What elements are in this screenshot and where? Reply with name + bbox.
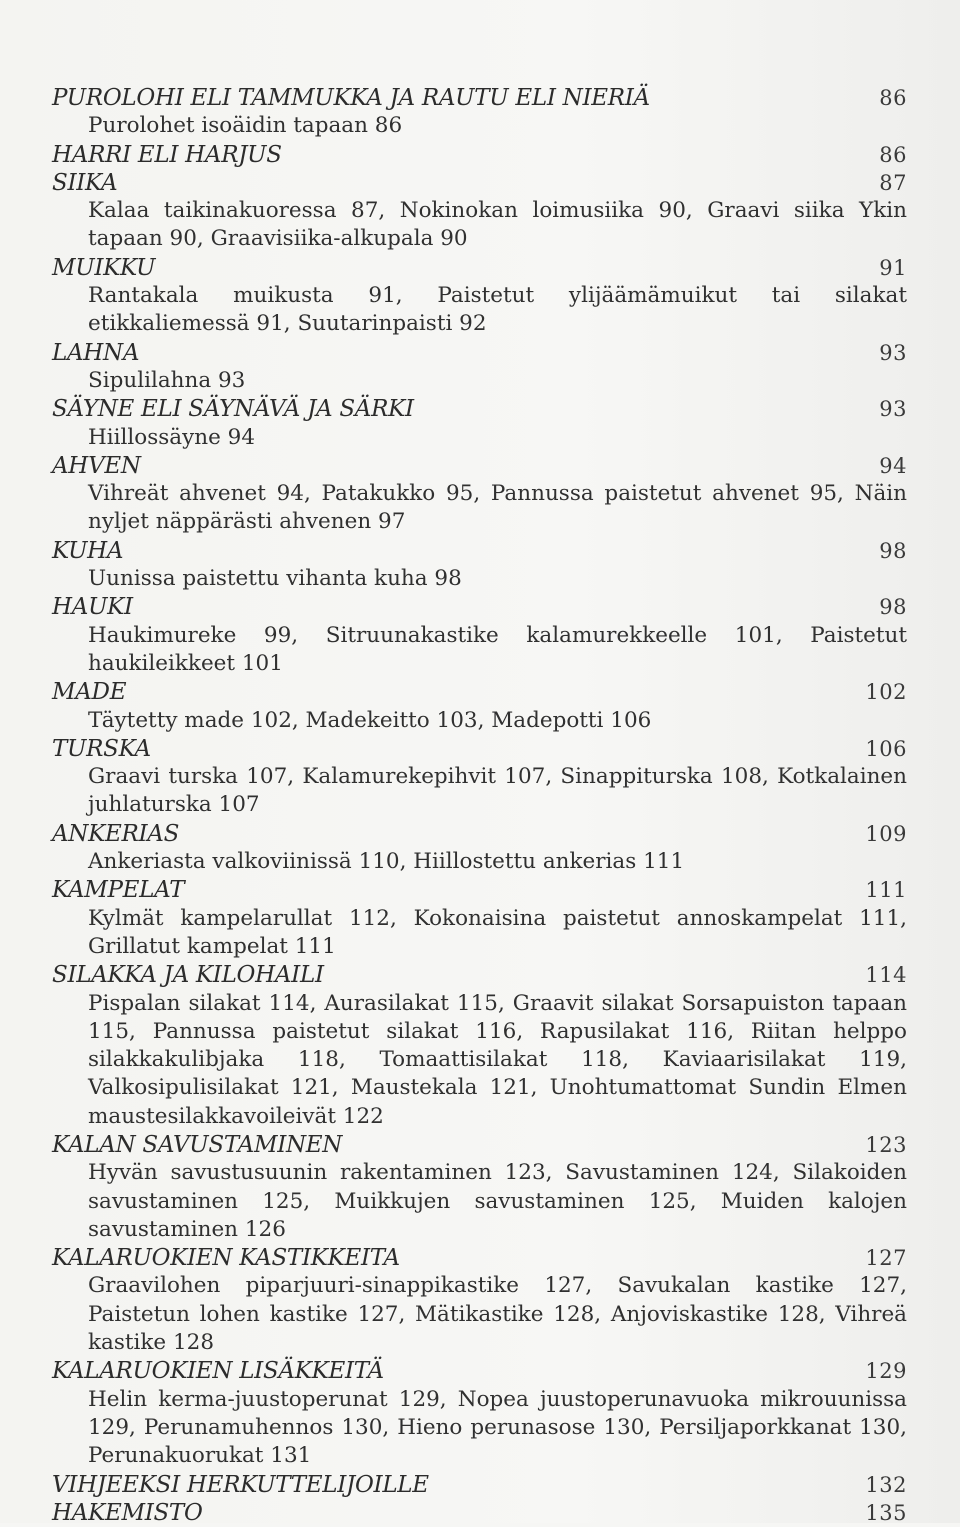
chapter-title: KUHA — [52, 537, 124, 564]
recipe-list: Rantakala muikusta 91, Paistetut ylijäämämuikut tai silakat etikkaliemessä 91, Suutarinpaisti 92 — [88, 283, 907, 337]
chapter-title: KAMPELAT — [52, 877, 185, 904]
recipe-list: Helin kerma-juustoperunat 129, Nopea juustoperunavuoka mikrouunissa 129, Perunamuhennos 130, Hieno perunasose 130, Persiljaporkkanat 130, Perunakuorukat 131 — [88, 1386, 907, 1469]
chapter-page-number: 93 — [879, 340, 907, 365]
recipe-list: Graavilohen piparjuuri-sinappikastike 127, Savukalan kastike 127, Paistetun lohen kastike 127, Mätikastike 128, Anjoviskastike 128, Vihreä kastike 128 — [88, 1273, 907, 1356]
chapter-title: HAKEMISTO — [52, 1499, 203, 1526]
toc-heading — [52, 169, 907, 197]
chapter-page-number: 132 — [865, 1472, 907, 1497]
toc-heading — [52, 84, 907, 112]
toc-entry — [52, 678, 907, 735]
toc-entry — [52, 169, 907, 254]
recipe-list: Hiillossäyne 94 — [88, 424, 255, 450]
chapter-title: AHVEN — [52, 452, 141, 479]
toc-entry — [52, 820, 907, 877]
chapter-page-number: 102 — [865, 680, 907, 705]
chapter-title: SILAKKA JA KILOHAILI — [52, 962, 324, 989]
recipe-list: Pispalan silakat 114, Aurasilakat 115, Graavit silakat Sorsapuiston tapaan 115, Pannussa paistetut silakat 116, Rapusilakat 116, Riitan helppo silakkakulibjaka 118, Tomaattisilakat 118, Kaviaarisilakat 119, Valkosipulisilakat 121, Maustekala 121, Unohtumattomat Sundin Elmen maustesilakkavoileivät 122 — [88, 990, 907, 1129]
recipe-list: Kalaa taikinakuoressa 87, Nokinokan loimusiika 90, Graavi siika Ykin tapaan 90, Graavisiika-alkupala 90 — [88, 198, 907, 252]
toc-entry — [52, 254, 907, 339]
toc-entry — [52, 1131, 907, 1244]
chapter-title: ANKERIAS — [52, 820, 180, 847]
chapter-page-number: 106 — [865, 736, 907, 761]
toc-heading — [52, 820, 907, 848]
chapter-page-number: 91 — [879, 255, 907, 280]
chapter-page-number: 109 — [865, 821, 907, 846]
toc-heading — [52, 961, 907, 989]
toc-heading — [52, 1244, 907, 1272]
chapter-title: TURSKA — [52, 735, 151, 762]
toc-heading — [52, 1471, 907, 1499]
chapter-title: PUROLOHI ELI TAMMUKKA JA RAUTU ELI NIERIÄ — [52, 85, 650, 111]
table-of-contents — [52, 84, 907, 1527]
chapter-page-number: 98 — [879, 538, 907, 563]
chapter-title: KALAN SAVUSTAMINEN — [52, 1131, 343, 1158]
toc-heading — [52, 1357, 907, 1385]
recipe-list: Haukimureke 99, Sitruunakastike kalamurekkeelle 101, Paistetut haukileikkeet 101 — [88, 622, 907, 676]
recipe-list: Vihreät ahvenet 94, Patakukko 95, Pannussa paistetut ahvenet 95, Näin nyljet näppärästi ahvenen 97 — [88, 481, 907, 535]
recipe-list: Uunissa paistettu vihanta kuha 98 — [88, 566, 462, 592]
chapter-title: MADE — [52, 679, 127, 706]
chapter-page-number: 123 — [865, 1132, 907, 1157]
chapter-page-number: 114 — [865, 963, 907, 988]
chapter-title: VIHJEEKSI HERKUTTELIJOILLE — [52, 1471, 429, 1498]
toc-heading — [52, 593, 907, 621]
toc-entry — [52, 141, 907, 169]
toc-entry — [52, 537, 907, 594]
chapter-page-number: 111 — [865, 878, 907, 903]
chapter-page-number: 135 — [865, 1500, 907, 1525]
recipe-list: Graavi turska 107, Kalamurekepihvit 107, Sinappiturska 108, Kotkalainen juhlaturska 107 — [88, 764, 907, 818]
chapter-page-number: 129 — [865, 1359, 907, 1384]
toc-entry — [52, 452, 907, 537]
chapter-title: HAUKI — [52, 594, 133, 621]
chapter-title: LAHNA — [52, 339, 140, 366]
toc-heading — [52, 678, 907, 706]
chapter-title: KALARUOKIEN LISÄKKEITÄ — [52, 1358, 384, 1385]
recipe-list: Täytetty made 102, Madekeitto 103, Madepotti 106 — [88, 707, 652, 733]
toc-entry — [52, 876, 907, 961]
toc-entry — [52, 1471, 907, 1499]
chapter-title: MUIKKU — [52, 254, 156, 281]
recipe-list: Sipulilahna 93 — [88, 367, 246, 393]
toc-heading — [52, 395, 907, 423]
chapter-page-number: 87 — [879, 170, 907, 195]
chapter-title: SÄYNE ELI SÄYNÄVÄ JA SÄRKI — [52, 396, 414, 423]
toc-heading — [52, 339, 907, 367]
toc-heading — [52, 876, 907, 904]
toc-entry — [52, 735, 907, 820]
toc-entry — [52, 1244, 907, 1357]
chapter-page-number: 94 — [879, 453, 907, 478]
chapter-page-number: 127 — [865, 1246, 907, 1271]
recipe-list: Hyvän savustusuunin rakentaminen 123, Savustaminen 124, Silakoiden savustaminen 125, Muikkujen savustaminen 125, Muiden kalojen savustaminen 126 — [88, 1160, 907, 1242]
toc-entry — [52, 1357, 907, 1470]
toc-heading — [52, 735, 907, 763]
toc-heading — [52, 1131, 907, 1159]
toc-heading — [52, 537, 907, 565]
chapter-page-number: 98 — [879, 595, 907, 620]
toc-entry — [52, 395, 907, 452]
chapter-page-number: 86 — [879, 142, 907, 167]
toc-heading — [52, 254, 907, 282]
recipe-list: Purolohet isoäidin tapaan 86 — [88, 113, 403, 139]
chapter-title: SIIKA — [52, 169, 118, 196]
toc-entry — [52, 339, 907, 396]
toc-entry — [52, 84, 907, 141]
recipe-list: Kylmät kampelarullat 112, Kokonaisina paistetut annoskampelat 111, Grillatut kampelat 111 — [88, 905, 907, 959]
chapter-page-number: 86 — [879, 86, 907, 110]
chapter-page-number: 93 — [879, 397, 907, 422]
chapter-title: KALARUOKIEN KASTIKKEITA — [52, 1245, 400, 1272]
toc-entry — [52, 961, 907, 1131]
toc-heading — [52, 452, 907, 480]
toc-entry — [52, 593, 907, 678]
recipe-list: Ankeriasta valkoviinissä 110, Hiillostettu ankerias 111 — [88, 849, 685, 875]
chapter-title: HARRI ELI HARJUS — [52, 141, 282, 168]
toc-heading — [52, 141, 907, 169]
